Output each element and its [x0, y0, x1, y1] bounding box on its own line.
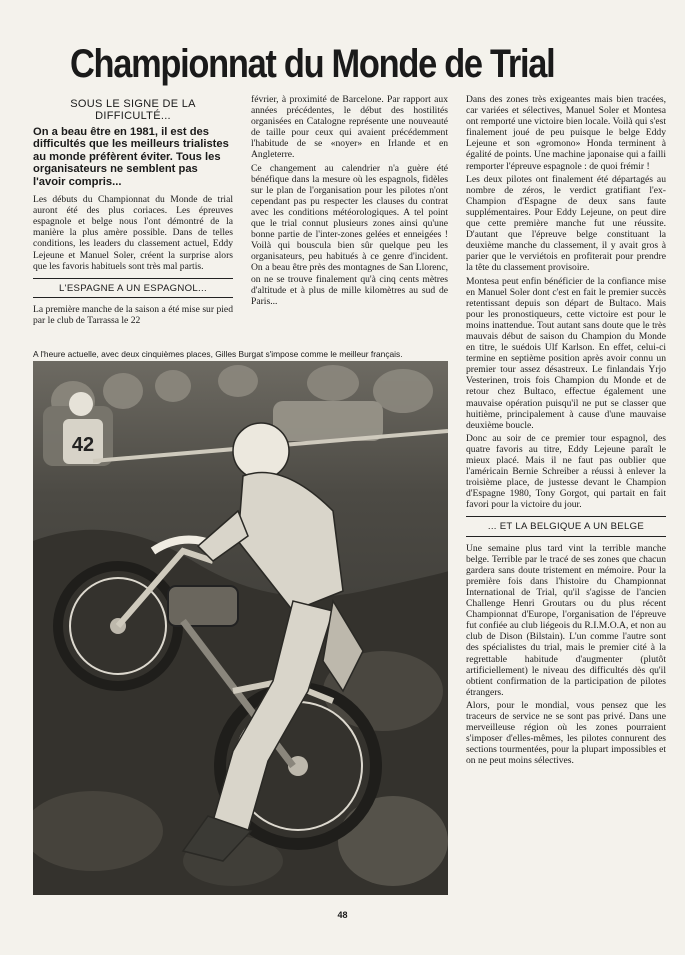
body-paragraph: Donc au soir de ce premier tour espagnol, des quatre favoris au titre, Eddy Lejeune paraît le mieux placé. Mais il ne faut pas oublier que l'américain Bernie Schreiber a réussi à enlever la troisième place, de justesse devant le Champion d'Espagne 1980, Tony Gorgot, qui partait en fait favori pour la victoire du jour.: [466, 432, 666, 511]
body-paragraph: Alors, pour le mondial, vous pensez que les traceurs de service ne se sont pas privé. Dans une merveilleuse région où les zones pourraient s'imposer d'elles-mêmes, les pilotes connurent des sections tourmentées, pour la plupart impossibles et on ne peut moins sélectives.: [466, 699, 666, 767]
section-heading-belgium: ... ET LA BELGIQUE A UN BELGE: [466, 516, 666, 536]
body-paragraph: Les deux pilotes ont finalement été départagés au nombre de zéros, le verdict gratifiant l'ex-Champion d'Espagne de deux sans faute supplémentaires. Pour Eddy Lejeune, on peut dire que cette première manche fut une réussite. D'autant que l'épreuve belge constituant la deuxième manche du classement, il y avait gros à parier que le verviétois en profiterait pour prendre la tête du classement provisoire.: [466, 173, 666, 274]
trial-rider-photo: [33, 361, 448, 895]
column-3: [466, 94, 666, 768]
column-1: [33, 98, 233, 328]
page-number: 48: [337, 910, 348, 920]
body-paragraph: Montesa peut enfin bénéficier de la confiance mise en Manuel Soler dont c'est en fait le premier succès retentissant depuis son départ de Bultaco. Mais pour les pronostiqueurs, cette victoire est pour le moins inattendue. Tout autant sans doute que le très mauvais début de saison du Champion du Monde en titre, le suédois Ulf Karlson. En effet, celui-ci termine en septième position après avoir connu un premier tour assez désastreux. Le finlandais Yrjo Vesterinen, trois fois Champion du Monde et de retour chez Bultaco, effectue également une mauvaise opération puisqu'il ne put se classer que huitième, principalement à cause d'une mauvaise deuxième boucle.: [466, 275, 666, 431]
body-paragraph: Dans des zones très exigeantes mais bien tracées, car variées et sélectives, Manuel Soler et Montesa ont remporté une victoire bien locale. Voilà qui s'est finalement joué de peu puisque le belge Eddy Lejeune et son «gromono» Honda terminent à égalité de points. Une machine japonaise qui a failli remporter l'épreuve espagnole : de quoi frémir !: [466, 94, 666, 172]
kicker-heading: SOUS LE SIGNE DE LA DIFFICULTÉ...: [70, 98, 196, 122]
column-2: [251, 94, 448, 309]
article-title: Championnat du Monde de Trial: [70, 42, 555, 86]
body-paragraph: Les débuts du Championnat du Monde de trial auront été des plus coriaces. Les épreuves espagnole et belge nous l'ont démontré de la manière la plus amère possible. Dans de telles conditions, les leaders du classement actuel, Eddy Lejeune et Manuel Soler, créent la surprise alors que les favoris habituels sont très mal partis.: [33, 194, 233, 272]
rider-bib-number: 42: [71, 434, 95, 456]
photo-caption: A l'heure actuelle, avec deux cinquièmes places, Gilles Burgat s'impose comme le meilleur français.: [33, 349, 403, 359]
trial-rider-illustration: [33, 361, 448, 895]
section-heading-spain: L'ESPAGNE A UN ESPAGNOL...: [33, 278, 233, 298]
lead-paragraph: On a beau être en 1981, il est des difficultés que les meilleurs trialistes au monde préfèrent éviter. Tous les organisateurs ne semblent pas l'avoir compris...: [33, 126, 229, 188]
body-paragraph: février, à proximité de Barcelone. Par rapport aux années précédentes, le début des hostilités organisées en Catalogne représente une nouveauté de taille pour ceux qui avaient précédemment l'habitude de se «noyer» en Irlande et en Angleterre.: [251, 94, 448, 161]
body-paragraph: Ce changement au calendrier n'a guère été bénéfique dans la mesure où les espagnols, fidèles sur le plan de l'organisation pour les pilotes n'ont cependant pas pu respecter les clauses du contrat avec les conditions météorologiques. A tel point que le trial connut plusieurs zones ainsi qu'une bonne partie de l'inter-zones gelées et enneigées ! Voilà qui bouscula bien sûr quelque peu les organisateurs, peu habitués à ce genre d'incident. On a beau être près des montagnes de San Llorenc, on ne se trouve finalement qu'à cinq cents mètres d'altitude et à plus de mille kilomètres au sud de Paris...: [251, 162, 448, 307]
body-paragraph: Une semaine plus tard vint la terrible manche belge. Terrible par le tracé de ses zones que chacun gardera sans doute tristement en mémoire. Pour la première fois dans l'histoire du Championnat International de Trial, qu'il s'agisse de l'ancien Challenge Henri Groutars ou du plus récent Championnat d'Europe, l'organisation de l'épreuve fut confiée au club liégeois du R.I.M.O.A, et non au club de Dison (Bilstain). L'un comme l'autre sont des spécialistes du trial, mais le premier cité à la regrettable habitude d'augmenter (plutôt artificiellement) le niveau des difficultés dès qu'il obtient confirmation de la participation de pilotes étrangers.: [466, 542, 666, 698]
body-paragraph: La première manche de la saison a été mise sur pied par le club de Tarrassa le 22: [33, 303, 233, 326]
